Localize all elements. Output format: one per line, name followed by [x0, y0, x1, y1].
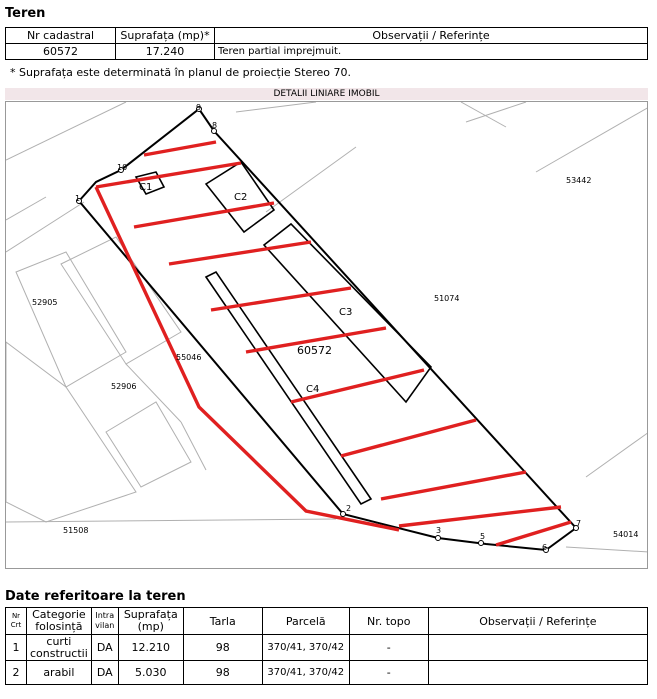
cell-suprafata: 12.210: [118, 635, 183, 661]
teren-footnote: * Suprafața este determinată în planul de proiecție Stereo 70.: [10, 66, 352, 79]
fence-line-4: [169, 242, 311, 264]
vertex-label: 8: [212, 121, 218, 130]
cell-suprafata: 17.240: [116, 44, 215, 60]
neighbor-label: 52906: [111, 382, 137, 391]
parcel-number-label: 60572: [297, 344, 332, 357]
parcel-outline: [79, 109, 576, 550]
vertex-label: 7: [576, 519, 582, 528]
header-parcela: Parcelă: [262, 608, 349, 635]
header-categorie: Categorie folosință: [27, 608, 92, 635]
fence-line-8: [341, 420, 476, 456]
cell-nr-topo: -: [349, 661, 428, 685]
fence-line-9: [381, 472, 526, 499]
cell-suprafata: 5.030: [118, 661, 183, 685]
date-teren-table: [5, 607, 648, 685]
cell-nr-cadastral: 60572: [6, 44, 116, 60]
building-label: C3: [339, 307, 353, 318]
neighbor-labels: [32, 176, 638, 539]
cell-nr: 1: [6, 635, 27, 661]
header-nr-cadastral: Nr cadastral: [6, 28, 116, 44]
fence-line-11: [496, 522, 571, 545]
header-observatii: Observații / Referințe: [215, 28, 648, 44]
vertex-label: 6: [542, 543, 548, 552]
neighbor-label: 54014: [613, 530, 639, 539]
cell-nr: 2: [6, 661, 27, 685]
neighbor-label: 51074: [434, 294, 460, 303]
neighbor-label: 52905: [32, 298, 58, 307]
background-lines: [6, 102, 648, 552]
fence-outer-segment: [96, 187, 399, 530]
cell-categorie: arabil: [27, 661, 92, 685]
cell-nr-topo: -: [349, 635, 428, 661]
cell-intravilan: DA: [91, 635, 118, 661]
teren-data-row: [6, 44, 648, 60]
section-title-date-teren: Date referitoare la teren: [5, 589, 186, 604]
vertex-label: 2: [346, 504, 352, 513]
cell-parcela: 370/41, 370/42: [262, 661, 349, 685]
cell-observatii: [428, 635, 647, 661]
neighbor-label: 55046: [176, 353, 202, 362]
fence-lines: [96, 142, 571, 545]
cell-tarla: 98: [183, 635, 262, 661]
fence-line-3: [134, 203, 274, 227]
vertex-marker-3: [436, 536, 441, 541]
cell-tarla: 98: [183, 661, 262, 685]
header-nr-topo: Nr. topo: [349, 608, 428, 635]
fence-line-10: [399, 507, 561, 526]
teren-table: [5, 27, 648, 60]
building-label: C4: [306, 384, 320, 395]
table-row: [6, 661, 648, 685]
cell-observatii: Teren partial imprejmuit.: [215, 44, 648, 60]
header-suprafata: Suprafața (mp)*: [116, 28, 215, 44]
vertex-label: 3: [436, 526, 442, 535]
header-tarla: Tarla: [183, 608, 262, 635]
building-label: C2: [234, 192, 248, 203]
vertex-label: 9: [196, 103, 202, 112]
parcel-map-drawing: [6, 102, 648, 569]
table-row: [6, 635, 648, 661]
cell-observatii: [428, 661, 647, 685]
cell-intravilan: DA: [91, 661, 118, 685]
vertex-marker-5: [479, 541, 484, 546]
section-title-teren: Teren: [5, 6, 46, 21]
parcel-map: [5, 101, 648, 569]
vertex-label: 5: [480, 532, 486, 541]
cell-categorie: curti constructii: [27, 635, 92, 661]
header-suprafata: Suprafața (mp): [118, 608, 183, 635]
date-teren-header-row: [6, 608, 648, 635]
header-intravilan: Intra vilan: [91, 608, 118, 635]
fence-line-5: [211, 288, 351, 310]
map-band-title: DETALII LINIARE IMOBIL: [5, 88, 648, 100]
vertex-labels: [75, 103, 581, 552]
vertex-marker-2: [341, 512, 346, 517]
cell-parcela: 370/41, 370/42: [262, 635, 349, 661]
vertex-label: 1: [75, 194, 81, 203]
header-nr-crt: Nr Crt: [6, 608, 27, 635]
building-labels: [139, 182, 352, 395]
header-observatii: Observații / Referințe: [428, 608, 647, 635]
building-label: C1: [139, 182, 153, 193]
teren-header-row: [6, 28, 648, 44]
neighbor-label: 53442: [566, 176, 592, 185]
neighbor-label: 51508: [63, 526, 89, 535]
vertex-label: 10: [117, 163, 128, 172]
